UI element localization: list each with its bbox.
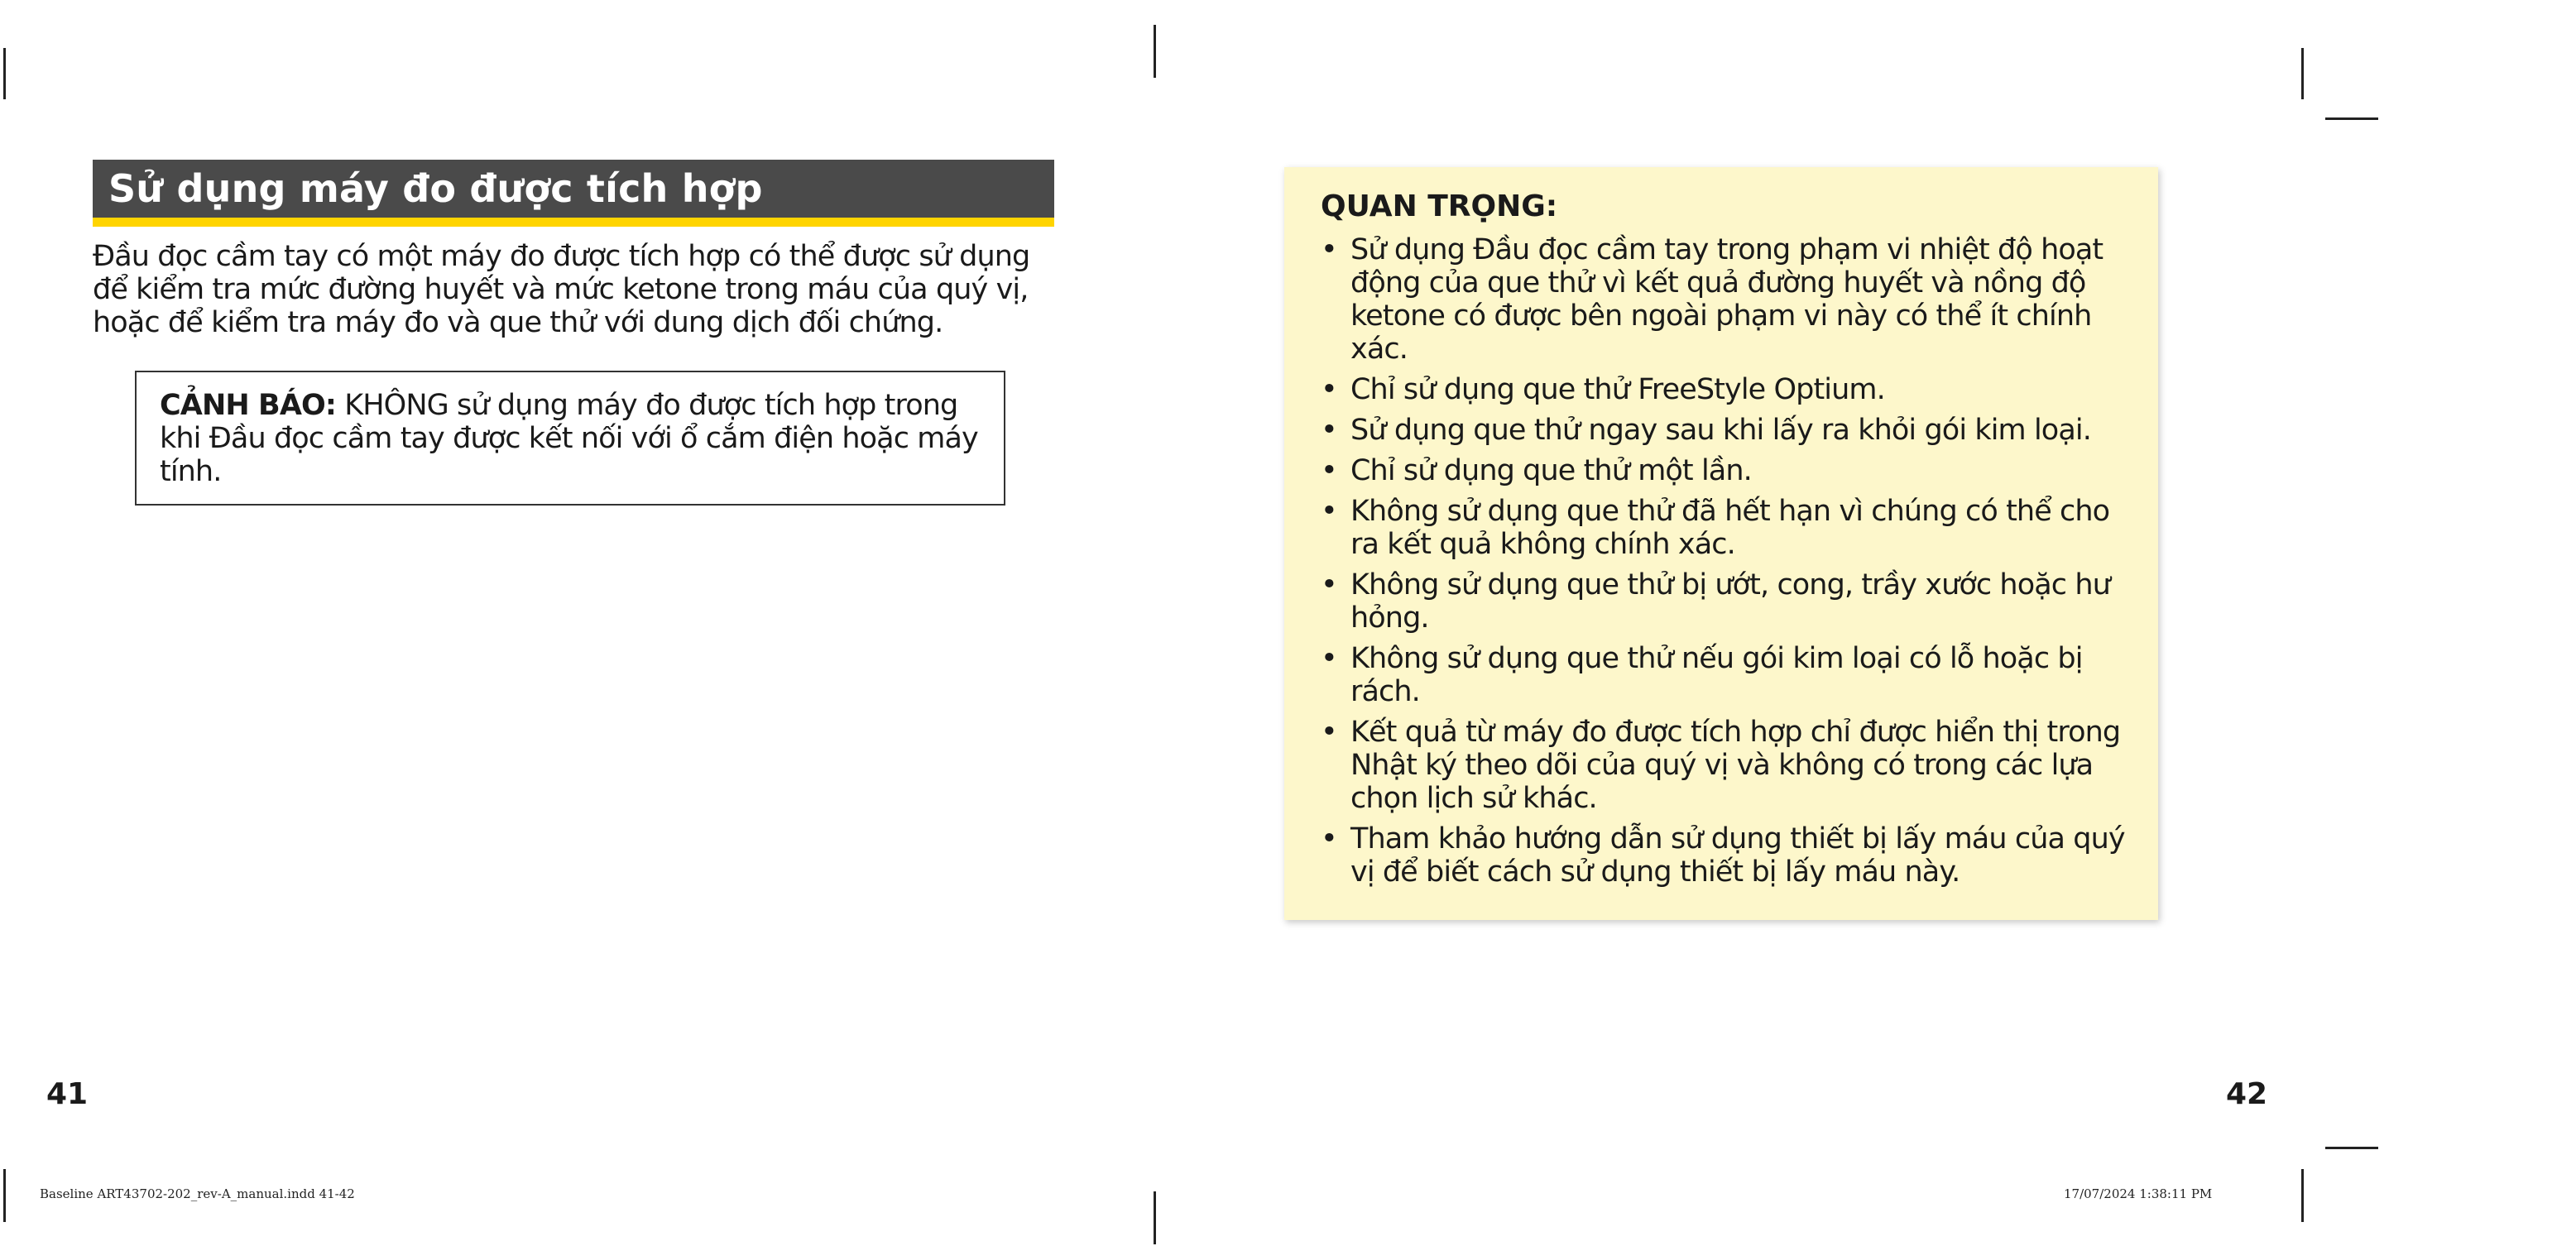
important-item-text: Chỉ sử dụng que thử một lần.	[1350, 454, 1752, 487]
section-heading-bar	[93, 160, 1054, 227]
page-number-right: 42	[2226, 1077, 2268, 1111]
important-title: QUAN TRỌNG:	[1321, 189, 1558, 223]
important-item	[1321, 642, 2130, 708]
important-item-text: Chỉ sử dụng que thử FreeStyle Optium.	[1350, 373, 1885, 406]
bullet-icon: •	[1321, 822, 1337, 855]
important-item-text: Sử dụng que thử ngay sau khi lấy ra khỏi gói kim loại.	[1350, 414, 2091, 447]
bullet-icon: •	[1321, 642, 1337, 675]
crop-mark	[2301, 48, 2304, 99]
bullet-icon: •	[1321, 373, 1337, 406]
important-item	[1321, 495, 2130, 561]
crop-mark	[3, 48, 6, 99]
important-list	[1321, 233, 2130, 889]
warning-label: CẢNH BÁO:	[160, 389, 336, 422]
important-item-text: Kết quả từ máy đo được tích hợp chỉ được hiển thị trong Nhật ký theo dõi của quý vị và không có trong các lựa chọn lịch sử khác.	[1350, 716, 2121, 815]
crop-mark	[2301, 1169, 2304, 1222]
print-slug-timestamp: 17/07/2024 1:38:11 PM	[2064, 1186, 2213, 1201]
crop-mark	[2325, 117, 2378, 120]
important-item-text: Không sử dụng que thử bị ướt, cong, trầy xước hoặc hư hỏng.	[1350, 568, 2110, 635]
bullet-icon: •	[1321, 454, 1337, 487]
bullet-icon: •	[1321, 568, 1337, 601]
bullet-icon: •	[1321, 233, 1337, 266]
important-item	[1321, 568, 2130, 635]
crop-mark	[3, 1169, 6, 1222]
print-slug-file: Baseline ART43702-202_rev-A_manual.indd 41-42	[40, 1186, 355, 1201]
important-item-text: Sử dụng Đầu đọc cầm tay trong phạm vi nhiệt độ hoạt động của que thử vì kết quả đường huyết và nồng độ ketone có được bên ngoài phạm vi này có thể ít chính xác.	[1350, 233, 2103, 366]
warning-text: KHÔNG sử dụng máy đo được tích hợp trong khi Đầu đọc cầm tay được kết nối với ổ cắm điện hoặc máy tính.	[160, 389, 978, 488]
important-item	[1321, 414, 2130, 447]
important-item-text: Không sử dụng que thử đã hết hạn vì chúng có thể cho ra kết quả không chính xác.	[1350, 495, 2110, 561]
important-item	[1321, 454, 2130, 487]
warning-paragraph	[160, 389, 981, 488]
bullet-icon: •	[1321, 414, 1337, 447]
important-box	[1284, 167, 2158, 920]
important-item-text: Tham khảo hướng dẫn sử dụng thiết bị lấy máu của quý vị để biết cách sử dụng thiết bị lấy máu này.	[1350, 822, 2125, 889]
important-item	[1321, 822, 2130, 889]
crop-mark	[2325, 1147, 2378, 1149]
page-number-left: 41	[46, 1077, 89, 1111]
intro-paragraph: Đầu đọc cầm tay có một máy đo được tích hợp có thể được sử dụng để kiểm tra mức đường huyết và mức ketone trong máu của quý vị, hoặc để kiểm tra máy đo và que thử với dung dịch đối chứng.	[93, 240, 1030, 339]
crop-mark	[1154, 1191, 1156, 1244]
bullet-icon: •	[1321, 495, 1337, 528]
important-item	[1321, 373, 2130, 406]
important-item-text: Không sử dụng que thử nếu gói kim loại có lỗ hoặc bị rách.	[1350, 642, 2083, 708]
section-heading: Sử dụng máy đo được tích hợp	[108, 166, 763, 211]
bullet-icon: •	[1321, 716, 1337, 749]
important-item	[1321, 716, 2130, 815]
important-item	[1321, 233, 2130, 366]
crop-mark	[1154, 25, 1156, 78]
warning-box	[135, 371, 1005, 506]
